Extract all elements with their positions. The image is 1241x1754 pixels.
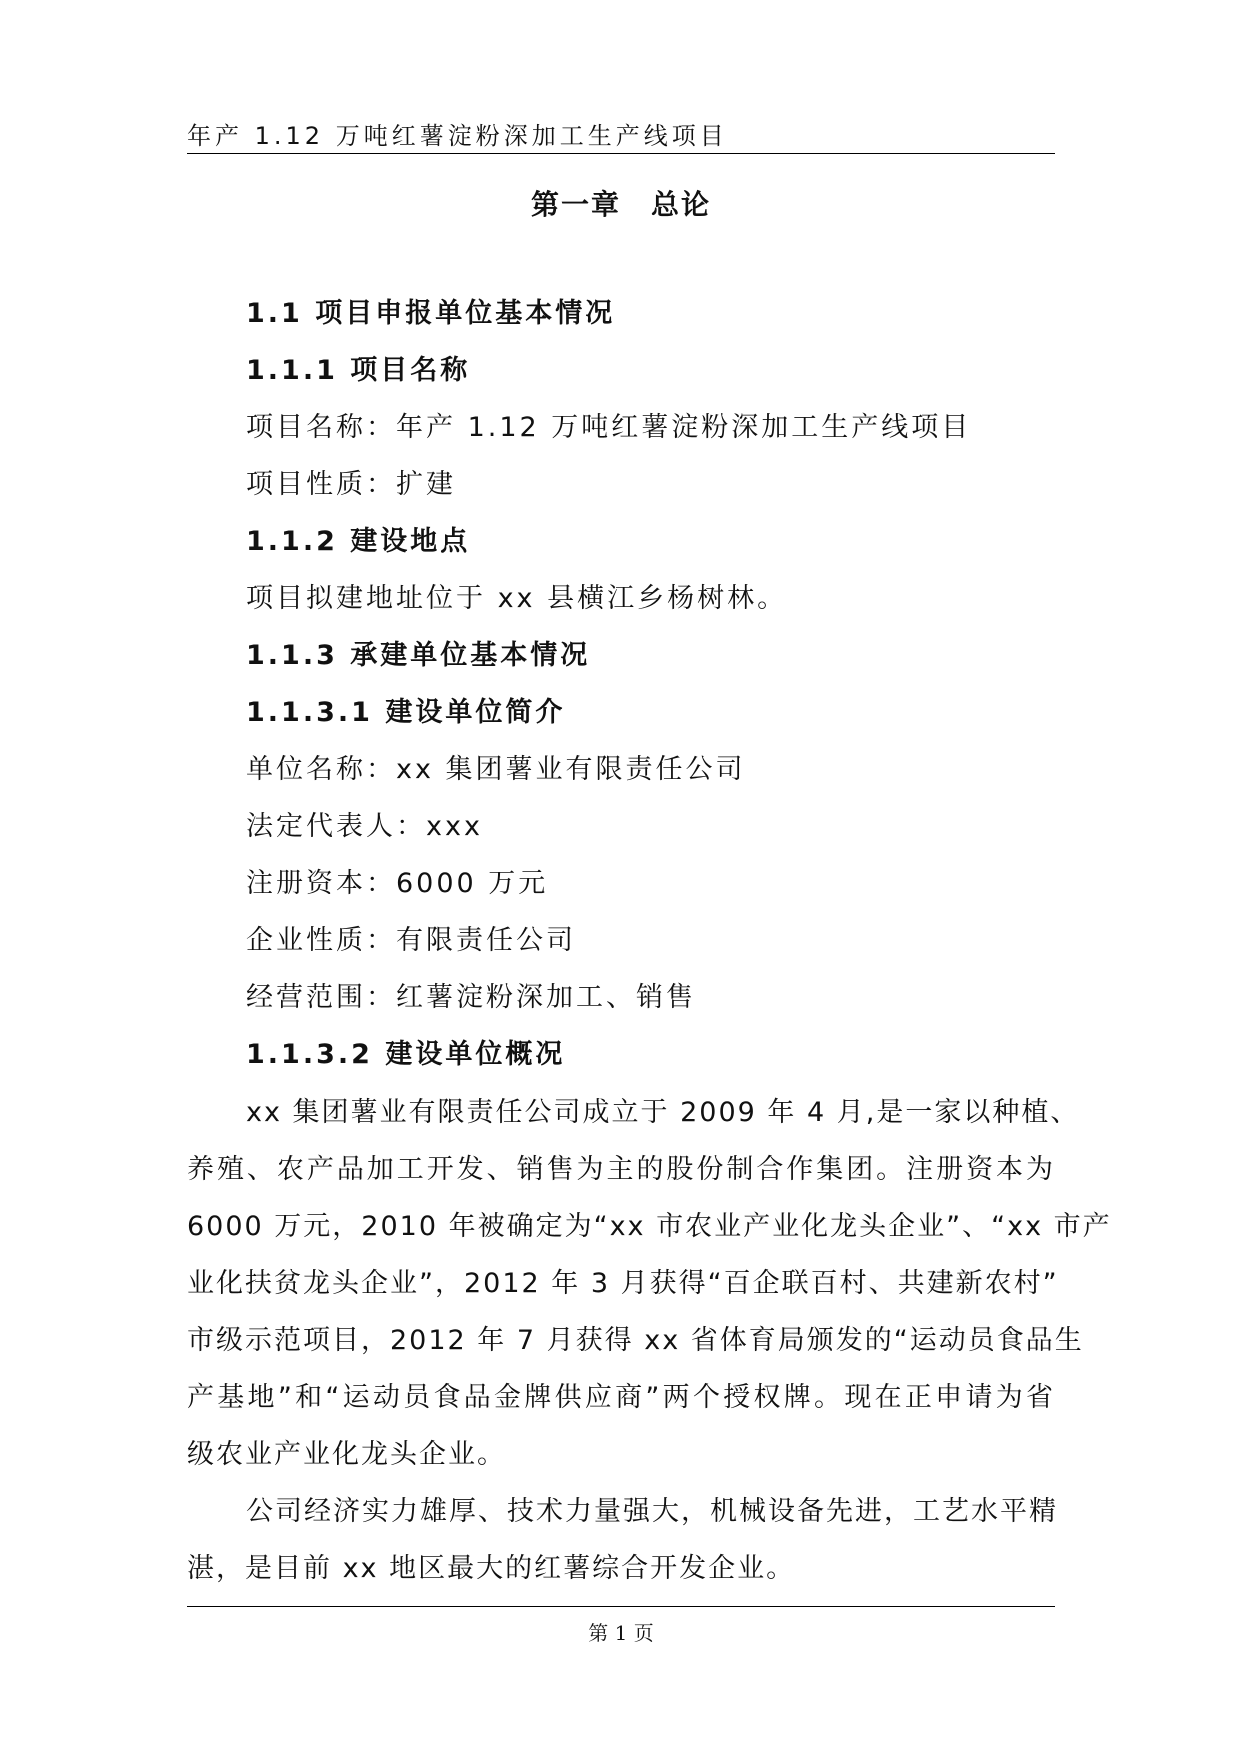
paragraph-line: xx 集团薯业有限责任公司成立于 2009 年 4 月,是一家以种植、	[246, 1097, 1080, 1128]
running-header: 年产 1.12 万吨红薯淀粉深加工生产线项目	[187, 122, 728, 150]
company-overview-paragraph	[187, 1093, 1112, 1492]
page-number: 第 1 页	[588, 1621, 654, 1645]
company-type-line: 企业性质：有限责任公司	[246, 925, 576, 956]
legal-representative-line: 法定代表人：xxx	[246, 811, 483, 842]
section-1-1-1-heading: 1.1.1 项目名称	[246, 355, 471, 386]
paragraph-line: 业化扶贫龙头企业”，2012 年 3 月获得“百企联百村、共建新农村”	[187, 1268, 1059, 1299]
location-line: 项目拟建地址位于 xx 县横江乡杨树林。	[246, 583, 788, 614]
section-1-1-2-heading: 1.1.2 建设地点	[246, 526, 471, 557]
paragraph-line: 6000 万元，2010 年被确定为“xx 市农业产业化龙头企业”、“xx 市产	[187, 1211, 1112, 1242]
chapter-title: 第一章 总论	[530, 188, 711, 221]
paragraph-line: 市级示范项目，2012 年 7 月获得 xx 省体育局颁发的“运动员食品生	[187, 1325, 1084, 1356]
paragraph-line: 级农业产业化龙头企业。	[187, 1439, 506, 1470]
registered-capital-line: 注册资本：6000 万元	[246, 868, 549, 899]
section-1-1-3-2-heading: 1.1.3.2 建设单位概况	[246, 1039, 566, 1070]
company-strength-paragraph	[187, 1492, 1058, 1606]
section-1-1-3-1-heading: 1.1.3.1 建设单位简介	[246, 697, 566, 728]
project-nature-line: 项目性质：扩建	[246, 469, 456, 500]
business-scope-line: 经营范围：红薯淀粉深加工、销售	[246, 982, 696, 1013]
project-name-line: 项目名称：年产 1.12 万吨红薯淀粉深加工生产线项目	[246, 412, 972, 443]
paragraph-line: 产基地”和“运动员食品金牌供应商”两个授权牌。现在正申请为省	[187, 1382, 1055, 1413]
section-1-1-heading: 1.1 项目申报单位基本情况	[246, 298, 616, 329]
company-name-line: 单位名称：xx 集团薯业有限责任公司	[246, 754, 746, 785]
footer-divider	[187, 1606, 1055, 1607]
paragraph-line: 养殖、农产品加工开发、销售为主的股份制合作集团。注册资本为	[187, 1154, 1055, 1185]
header-divider	[187, 153, 1055, 154]
paragraph-line: 公司经济实力雄厚、技术力量强大，机械设备先进，工艺水平精	[246, 1496, 1058, 1527]
section-1-1-3-heading: 1.1.3 承建单位基本情况	[246, 640, 591, 671]
paragraph-line: 湛，是目前 xx 地区最大的红薯综合开发企业。	[187, 1553, 796, 1584]
